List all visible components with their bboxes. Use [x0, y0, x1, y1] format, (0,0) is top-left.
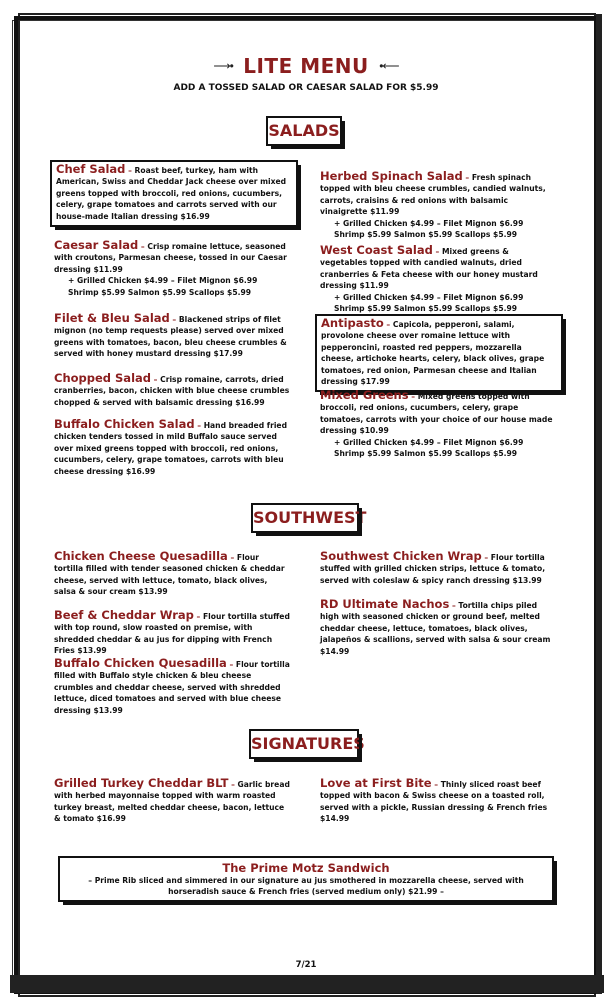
item-addons: + Grilled Chicken $4.99 – Filet Mignon $6.99 Shrimp $5.99 Salmon $5.99 Scallops $5.99: [334, 218, 524, 240]
item-name: Chef Salad: [56, 162, 126, 176]
item-name: Chopped Salad: [54, 371, 152, 385]
menu-item-antipasto: Antipasto – Capicola, pepperoni, salami, provolone cheese over romaine lettuce with pepperoncini, roasted red peppers, mozzarella cheese, artichoke hearts, celery, black olives, grape tomatoes, red onion, Parmesan cheese and Italian dressing $17.99: [315, 314, 563, 392]
item-description: Roast beef, turkey, ham with American, Swiss and Cheddar Jack cheese over mixed greens topped with broccoli, red onions, cucumbers, celery, grape tomatoes and carrots served with our house-made Italian dressing $16.99: [56, 166, 287, 221]
item-name: Grilled Turkey Cheddar BLT: [54, 776, 229, 790]
item-description: Crisp romaine, carrots, dried cranberries, bacon, chicken with blue cheese crumbles chopped & served with balsamic dressing $16.99: [54, 375, 290, 407]
item-addons: + Grilled Chicken $4.99 – Filet Mignon $6.99 Shrimp $5.99 Salmon $5.99 Scallops $5.99: [334, 292, 524, 314]
menu-item-herbed-spinach-salad: Herbed Spinach Salad – Fresh spinach topped with bleu cheese crumbles, candied walnuts, carrots, craisins & red onions with balsamic vinaigrette $11.99 + Grilled Chicken $4.99 – Filet Mignon $6.99 Shrimp $5.99 Salmon $5.99 Scallops $5.99: [320, 171, 554, 240]
item-description: Capicola, pepperoni, salami, provolone cheese over romaine lettuce with pepperoncini, roasted red peppers, mozzarella cheese, artichoke hearts, celery, black olives, grape tomatoes, red onion, Parmesan cheese and Italian dressing $17.99: [321, 320, 545, 387]
section-heading-label: SALADS: [268, 121, 340, 140]
section-heading-label: SOUTHWEST: [253, 508, 367, 527]
menu-title: LITE MENU: [243, 54, 369, 78]
menu-item-prime-motz-sandwich: [58, 856, 554, 902]
menu-subtitle: ADD A TOSSED SALAD OR CAESAR SALAD FOR $5.99: [173, 83, 439, 93]
item-name: Love at First Bite: [320, 776, 432, 790]
item-description: Flour tortilla stuffed with grilled chicken strips, lettuce & tomato, served with coleslaw & spicy ranch dressing $13.99: [320, 553, 546, 585]
item-name: Beef & Cheddar Wrap: [54, 608, 194, 622]
item-description: Mixed greens & vegetables topped with candied walnuts, dried cranberries & Feta cheese with our honey mustard dressing $11.99: [320, 247, 538, 291]
item-name: RD Ultimate Nachos: [320, 597, 450, 611]
section-heading-southwest: [251, 503, 367, 533]
page-border-right-shadow: [596, 14, 602, 994]
arrow-right-icon: ⟶•: [213, 59, 233, 73]
item-description: Thinly sliced roast beef topped with bacon & Swiss cheese on a toasted roll, served with a pickle, Russian dressing & French fries $14.99: [320, 780, 548, 824]
item-description: Fresh spinach topped with bleu cheese crumbles, candied walnuts, carrots, craisins & red onions with balsamic vinaigrette $11.99: [320, 173, 546, 217]
item-name: Filet & Bleu Salad: [54, 311, 170, 325]
item-description: Flour tortilla stuffed with top round, slow roasted on premise, with shredded cheddar & au jus for dipping with French Fries $13.99: [54, 612, 290, 656]
menu-item-filet-bleu-salad: Filet & Bleu Salad – Blackened strips of filet mignon (no temp requests please) served over mixed greens with tomatoes, bacon, bleu cheese crumbles & served with honey mustard dressing $17.99: [54, 311, 287, 359]
page-footer-date: 7/21: [295, 960, 317, 970]
item-description: Garlic bread with herbed mayonnaise topped with warm roasted turkey breast, melted cheddar cheese, bacon, lettuce & tomato $16.99: [54, 780, 290, 824]
item-name: Antipasto: [321, 316, 384, 330]
menu-item-southwest-chicken-wrap: Southwest Chicken Wrap – Flour tortilla stuffed with grilled chicken strips, lettuce & tomato, served with coleslaw & spicy ranch dressing $13.99: [320, 549, 546, 585]
item-description: – Prime Rib sliced and simmered in our signature au jus smothered in mozzarella cheese, served with horseradish sauce & French fries (served medium only) $21.99 –: [88, 876, 524, 896]
item-description: Tortilla chips piled high with seasoned chicken or ground beef, melted cheddar cheese, lettuce, tomatoes, black olives, jalapeños & scallions, served with salsa & sour cream $14.99: [320, 601, 551, 656]
menu-item-beef-cheddar-wrap: Beef & Cheddar Wrap – Flour tortilla stuffed with top round, slow roasted on premise, with shredded cheddar & au jus for dipping with French Fries $13.99: [54, 608, 290, 656]
menu-item-buffalo-chicken-quesadilla: Buffalo Chicken Quesadilla – Flour tortilla filled with Buffalo style chicken & bleu cheese crumbles and cheddar cheese, served with shredded lettuce, diced tomatoes and served with blue cheese dressing $13.99: [54, 656, 290, 715]
menu-item-caesar-salad: Caesar Salad – Crisp romaine lettuce, seasoned with croutons, Parmesan cheese, tossed in our Caesar dressing $11.99 + Grilled Chicken $4.99 – Filet Mignon $6.99 Shrimp $5.99 Salmon $5.99 Scallops $5.99: [54, 240, 290, 298]
item-name: Caesar Salad: [54, 238, 139, 252]
item-name: Buffalo Chicken Quesadilla: [54, 656, 227, 670]
item-name: West Coast Salad: [320, 243, 433, 257]
menu-item-chopped-salad: Chopped Salad – Crisp romaine, carrots, dried cranberries, bacon, chicken with blue cheese crumbles chopped & served with balsamic dressing $16.99: [54, 371, 290, 407]
menu-item-chef-salad: Chef Salad – Roast beef, turkey, ham with American, Swiss and Cheddar Jack cheese over mixed greens topped with broccoli, red onions, cucumbers, celery, grape tomatoes and carrots served with our house-made Italian dressing $16.99: [50, 160, 298, 227]
menu-item-buffalo-chicken-salad: Buffalo Chicken Salad – Hand breaded fried chicken tenders tossed in mild Buffalo sauce served over mixed greens topped with broccoli, red onions, cucumbers, celery, grape tomatoes, carrots with bleu cheese dressing $16.99: [54, 417, 288, 476]
item-name: Southwest Chicken Wrap: [320, 549, 482, 563]
section-heading-signatures: [249, 729, 365, 759]
menu-header: [0, 54, 612, 78]
section-heading-salads: [266, 116, 342, 146]
item-name: Herbed Spinach Salad: [320, 169, 463, 183]
item-name: Buffalo Chicken Salad: [54, 417, 195, 431]
item-description: Crisp romaine lettuce, seasoned with croutons, Parmesan cheese, tossed in our Caesar dressing $11.99: [54, 242, 287, 274]
menu-item-grilled-turkey-cheddar-blt: Grilled Turkey Cheddar BLT – Garlic bread with herbed mayonnaise topped with warm roasted turkey breast, melted cheddar cheese, bacon, lettuce & tomato $16.99: [54, 776, 290, 824]
page-border-bottom-shadow: [10, 975, 604, 993]
item-name: Mixed Greens: [320, 388, 409, 402]
menu-item-rd-ultimate-nachos: RD Ultimate Nachos – Tortilla chips piled high with seasoned chicken or ground beef, melted cheddar cheese, lettuce, tomatoes, black olives, jalapeños & scallions, served with salsa & sour cream $14.99: [320, 597, 551, 656]
item-name: Chicken Cheese Quesadilla: [54, 549, 228, 563]
item-description: Blackened strips of filet mignon (no temp requests please) served over mixed greens with tomatoes, bacon, bleu cheese crumbles & served with honey mustard dressing $17.99: [54, 315, 287, 359]
item-addons: + Grilled Chicken $4.99 – Filet Mignon $6.99 Shrimp $5.99 Salmon $5.99 Scallops $5.99: [68, 276, 258, 297]
item-description: Flour tortilla filled with tender seasoned chicken & cheddar cheese, served with lettuce, tomato, black olives, salsa & sour cream $13.99: [54, 553, 285, 597]
arrow-left-icon: •⟵: [379, 59, 399, 73]
menu-item-mixed-greens: Mixed Greens – Mixed greens topped with broccoli, red onions, cucumbers, celery, grape tomatoes, carrots with your choice of our house made dressing $10.99 + Grilled Chicken $4.99 – Filet Mignon $6.99 Shrimp $5.99 Salmon $5.99 Scallops $5.99: [320, 388, 553, 459]
menu-item-west-coast-salad: West Coast Salad – Mixed greens & vegetables topped with candied walnuts, dried cranberries & Feta cheese with our honey mustard dressing $11.99 + Grilled Chicken $4.99 – Filet Mignon $6.99 Shrimp $5.99 Salmon $5.99 Scallops $5.99: [320, 245, 554, 314]
item-description: Flour tortilla filled with Buffalo style chicken & bleu cheese crumbles and cheddar cheese, served with shredded lettuce, diced tomatoes and served with blue cheese dressing $13.99: [54, 660, 290, 715]
item-description: Hand breaded fried chicken tenders tossed in mild Buffalo sauce served over mixed greens topped with broccoli, red onions, cucumbers, celery, grape tomatoes, carrots with bleu cheese dressing $16.99: [54, 421, 288, 476]
menu-item-love-at-first-bite: Love at First Bite – Thinly sliced roast beef topped with bacon & Swiss cheese on a toasted roll, served with a pickle, Russian dressing & French fries $14.99: [320, 776, 548, 824]
item-name: The Prime Motz Sandwich: [222, 861, 390, 875]
menu-item-chicken-cheese-quesadilla: Chicken Cheese Quesadilla – Flour tortilla filled with tender seasoned chicken & cheddar cheese, served with lettuce, tomato, black olives, salsa & sour cream $13.99: [54, 549, 285, 597]
section-heading-label: SIGNATURES: [251, 734, 365, 753]
item-description: Mixed greens topped with broccoli, red onions, cucumbers, celery, grape tomatoes, carrots with your choice of our house made dressing $10.99: [320, 392, 553, 436]
item-addons: + Grilled Chicken $4.99 – Filet Mignon $6.99 Shrimp $5.99 Salmon $5.99 Scallops $5.99: [334, 437, 524, 459]
